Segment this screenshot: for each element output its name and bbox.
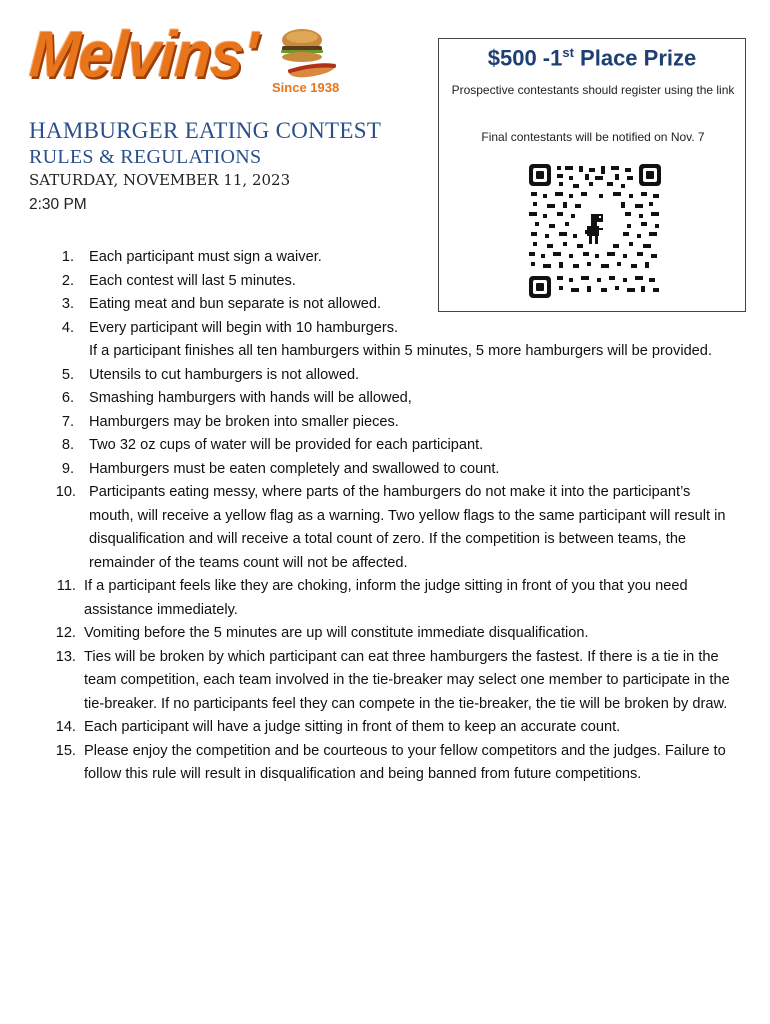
rule-text: Eating meat and bun separate is not allowed. — [89, 296, 382, 312]
rule-text: Hamburgers must be eaten completely and swallowed to count. — [89, 460, 500, 477]
rule-text: Smashing hamburgers with hands will be allowed, — [89, 390, 412, 406]
rule-number: 11. — [56, 578, 76, 594]
rule-item — [56, 716, 736, 740]
prize-notify-text: Final contestants will be notified on Nov. 7 — [481, 130, 705, 144]
prize-title: $500 -1st Place Prize — [487, 45, 697, 71]
rule-number: 8. — [61, 437, 74, 453]
rule-text: Two 32 oz cups of water will be provided for each participant. — [89, 437, 484, 453]
rule-item — [56, 317, 736, 364]
rule-number: 7. — [61, 413, 74, 430]
rule-text: Ties will be broken by which participant can eat three hamburgers the fastest. If there is a tie in the team competition, each team involved in the tie-breaker may select one member to participate in the tie-breaker. If no participants feel they can compete in the tie-breaker, the tie will be broken by draw. — [84, 648, 730, 712]
rule-number: 13. — [55, 648, 76, 665]
rule-number: 14. — [55, 719, 76, 735]
rule-item — [56, 646, 736, 717]
prize-register-text: Prospective contestants should register using the link — [451, 83, 735, 97]
rule-text: Each contest will last 5 minutes. — [89, 272, 296, 289]
melvins-logo — [26, 20, 346, 120]
rule-text: Participants eating messy, where parts of the hamburgers do not make it into the participant’s mouth, will receive a yellow flag as a warning. Two yellow flags to the same participant will result in disqualification and will receive a total count of zero. If the competition is between teams, the remainder of the teams count will not be affected. — [89, 484, 726, 571]
rule-number: 9. — [61, 460, 74, 477]
rule-item — [56, 293, 736, 317]
since-1938: Since 1938 — [272, 80, 340, 95]
rule-item — [56, 740, 736, 787]
rule-text-extra: If a participant finishes all ten hamburgers within 5 minutes, 5 more hamburgers will be provided. — [89, 343, 712, 359]
event-date: SATURDAY, NOVEMBER 11, 2023 — [29, 171, 291, 189]
rule-item — [56, 411, 736, 435]
rule-number: 15. — [55, 742, 76, 759]
rule-text: Each participant must sign a waiver. — [89, 249, 322, 265]
rules-list — [56, 246, 736, 787]
rule-item — [56, 622, 736, 646]
rule-text: Please enjoy the competition and be courteous to your fellow competitors and the judges. Failure to follow this rule will result in disqualification and being banned from future competitions. — [84, 742, 726, 782]
rule-text: Each participant will have a judge sitting in front of them to keep an accurate count. — [84, 719, 621, 735]
rule-number: 6. — [61, 390, 74, 406]
rule-text: Utensils to cut hamburgers is not allowed. — [89, 366, 360, 383]
rule-item — [56, 246, 736, 270]
rule-number: 10. — [55, 484, 76, 500]
rules-subtitle: RULES & REGULATIONS — [29, 146, 262, 168]
rule-item — [56, 458, 736, 482]
rule-item — [56, 575, 736, 622]
rule-text: Every participant will begin with 10 hamburgers. — [89, 319, 399, 336]
rule-item — [56, 434, 736, 458]
hamburger-hotdog-icon — [274, 28, 338, 86]
rule-text: Hamburgers may be broken into smaller pieces. — [89, 413, 399, 430]
rule-text: If a participant feels like they are choking, inform the judge sitting in front of you that you need assistance immediately. — [84, 578, 688, 618]
rule-item — [56, 481, 736, 575]
rule-number: 3. — [61, 296, 74, 312]
rule-number: 2. — [61, 272, 74, 289]
logo-brand: Melvins' — [27, 18, 259, 91]
contest-title: HAMBURGER EATING CONTEST — [29, 118, 382, 143]
rule-item — [56, 364, 736, 388]
rule-number: 5. — [61, 366, 74, 383]
rule-item — [56, 270, 736, 294]
rule-number: 1. — [61, 249, 74, 265]
rule-item — [56, 387, 736, 411]
rule-number: 4. — [61, 319, 74, 336]
event-time: 2:30 PM — [29, 196, 87, 213]
rule-text: Vomiting before the 5 minutes are up will constitute immediate disqualification. — [84, 625, 589, 641]
rule-number: 12. — [55, 625, 76, 641]
